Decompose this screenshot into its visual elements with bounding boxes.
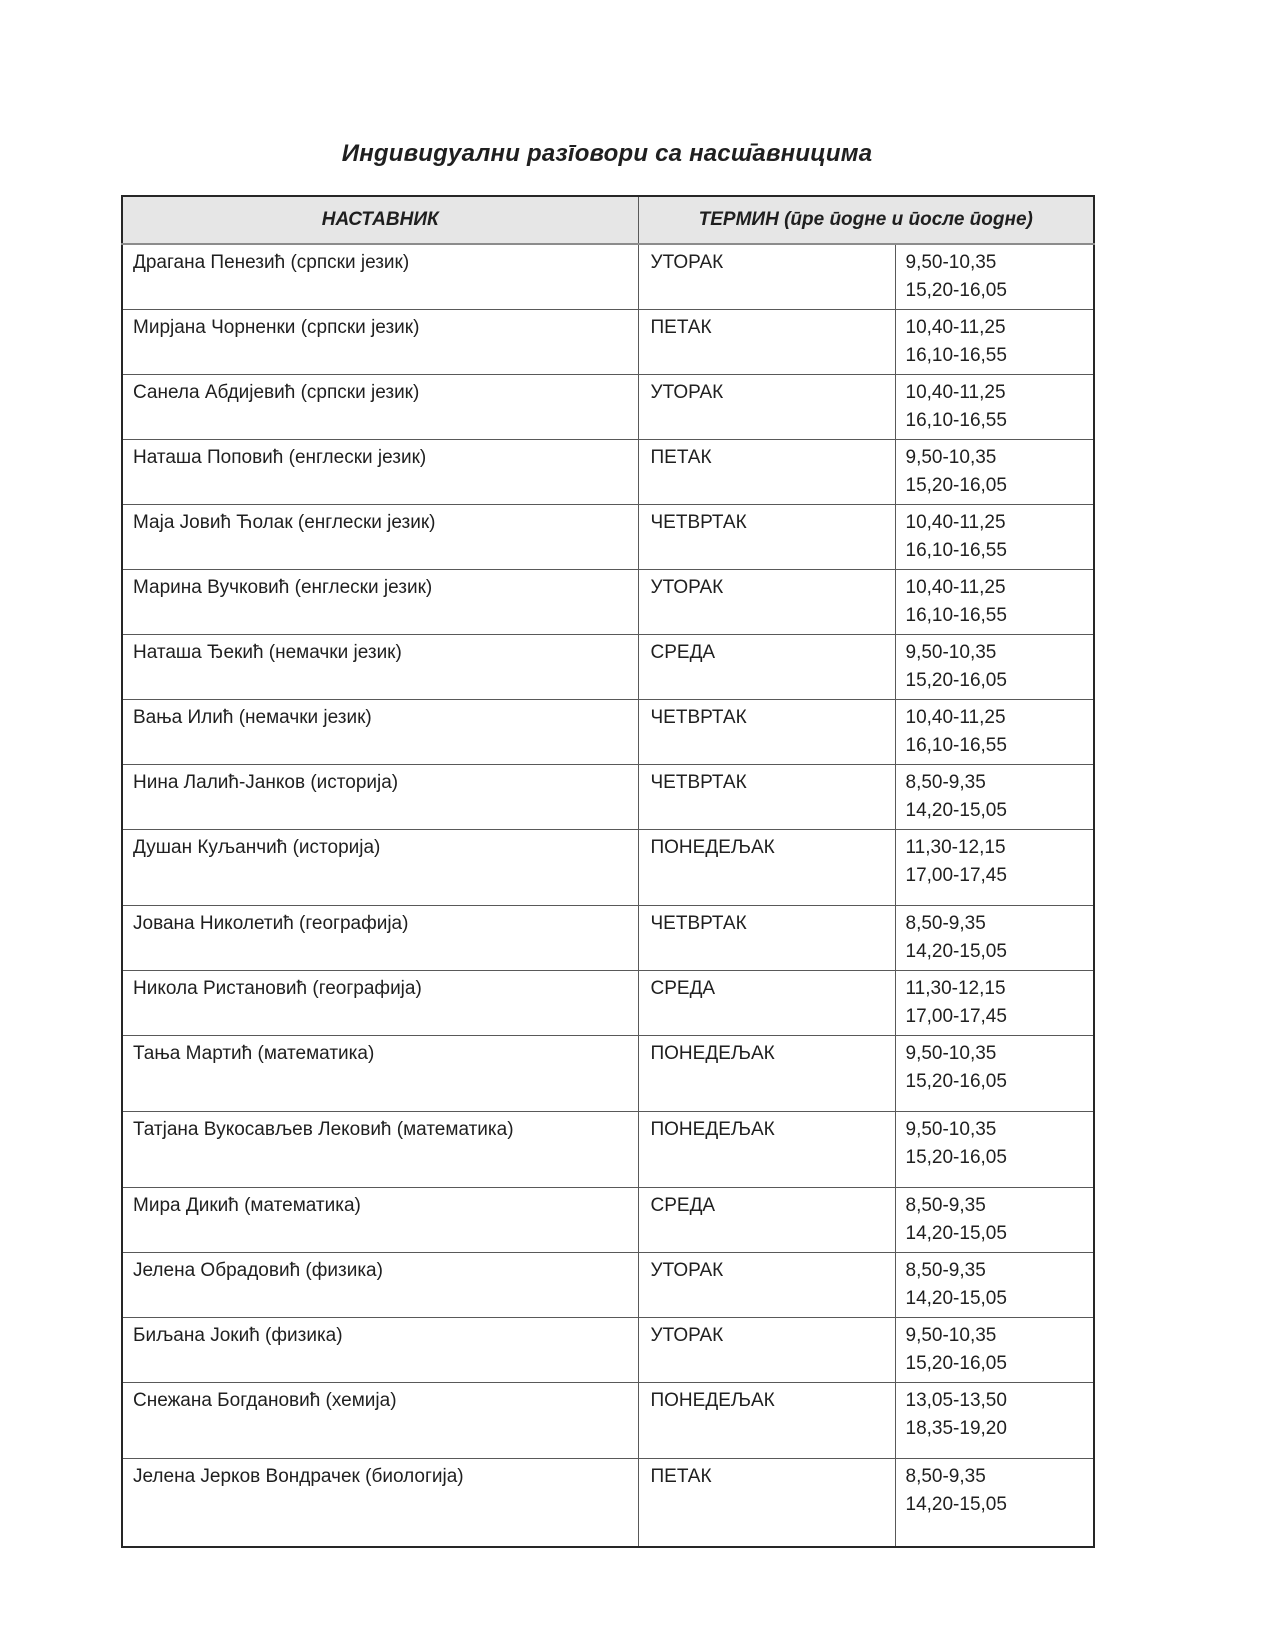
teacher-name: Марина Вучковић (енглески језик) <box>122 570 638 635</box>
teacher-name: Никола Ристановић (географија) <box>122 971 638 1036</box>
time-cell <box>895 1253 1094 1318</box>
day-cell: ЧЕТВРТАК <box>638 700 895 765</box>
time-cell <box>895 765 1094 830</box>
time-cell <box>895 244 1094 310</box>
time-morning: 8,50-9,35 <box>905 1466 986 1487</box>
teacher-name: Татјана Вукосављев Лековић (математика) <box>122 1112 638 1188</box>
day-cell: СРЕДА <box>638 971 895 1036</box>
teacher-name: Драгана Пенезић (српски језик) <box>122 244 638 310</box>
time-cell <box>895 1188 1094 1253</box>
table-row <box>122 635 1094 700</box>
time-afternoon: 15,20-16,05 <box>905 1147 1007 1168</box>
teacher-schedule-table <box>121 195 1095 1548</box>
time-afternoon: 17,00-17,45 <box>905 1006 1007 1027</box>
day-cell: СРЕДА <box>638 635 895 700</box>
day-cell: СРЕДА <box>638 1188 895 1253</box>
time-afternoon: 14,20-15,05 <box>905 800 1007 821</box>
teacher-name: Мира Дикић (математика) <box>122 1188 638 1253</box>
table-row <box>122 244 1094 310</box>
day-cell: ПОНЕДЕЉАК <box>638 1036 895 1112</box>
teacher-name: Биљана Јокић (физика) <box>122 1318 638 1383</box>
time-afternoon: 14,20-15,05 <box>905 1223 1007 1244</box>
header-term: ТЕРМИН (ӣре ӣодне и ӣосле ӣодне) <box>638 196 1094 244</box>
time-cell <box>895 570 1094 635</box>
teacher-name: Тања Мартић (математика) <box>122 1036 638 1112</box>
teacher-name: Душан Куљанчић (историја) <box>122 830 638 906</box>
time-afternoon: 14,20-15,05 <box>905 1494 1007 1515</box>
time-afternoon: 16,10-16,55 <box>905 605 1007 626</box>
teacher-name: Вања Илић (немачки језик) <box>122 700 638 765</box>
teacher-name: Јелена Обрадовић (физика) <box>122 1253 638 1318</box>
time-morning: 10,40-11,25 <box>905 707 1006 728</box>
table-row <box>122 1036 1094 1112</box>
day-cell: УТОРАК <box>638 1318 895 1383</box>
time-afternoon: 15,20-16,05 <box>905 280 1007 301</box>
time-morning: 10,40-11,25 <box>905 512 1006 533</box>
table-row <box>122 906 1094 971</box>
teacher-name: Наташа Ђекић (немачки језик) <box>122 635 638 700</box>
time-cell <box>895 906 1094 971</box>
time-cell <box>895 635 1094 700</box>
time-morning: 8,50-9,35 <box>905 772 986 793</box>
teacher-name: Маја Јовић Ћолак (енглески језик) <box>122 505 638 570</box>
time-afternoon: 14,20-15,05 <box>905 1288 1007 1309</box>
day-cell: ПОНЕДЕЉАК <box>638 830 895 906</box>
header-row <box>122 196 1094 244</box>
time-morning: 10,40-11,25 <box>905 577 1006 598</box>
table-row <box>122 1253 1094 1318</box>
day-cell: ЧЕТВРТАК <box>638 505 895 570</box>
header-teacher: НАСТАВНИК <box>122 196 638 244</box>
day-cell: ПОНЕДЕЉАК <box>638 1383 895 1459</box>
time-cell <box>895 1112 1094 1188</box>
time-afternoon: 16,10-16,55 <box>905 345 1007 366</box>
time-cell <box>895 505 1094 570</box>
time-morning: 11,30-12,15 <box>905 978 1006 999</box>
time-afternoon: 18,35-19,20 <box>905 1418 1007 1439</box>
table-row <box>122 765 1094 830</box>
time-afternoon: 16,10-16,55 <box>905 735 1007 756</box>
time-afternoon: 17,00-17,45 <box>905 865 1007 886</box>
teacher-name: Снежана Богдановић (хемија) <box>122 1383 638 1459</box>
time-morning: 8,50-9,35 <box>905 1260 986 1281</box>
time-morning: 8,50-9,35 <box>905 1195 986 1216</box>
time-cell <box>895 1459 1094 1547</box>
teacher-name: Санела Абдијевић (српски језик) <box>122 375 638 440</box>
time-morning: 10,40-11,25 <box>905 382 1006 403</box>
teacher-name: Наташа Поповић (енглески језик) <box>122 440 638 505</box>
time-cell <box>895 1036 1094 1112</box>
table-row <box>122 1459 1094 1547</box>
teacher-name: Нина Лалић-Јанков (историја) <box>122 765 638 830</box>
time-cell <box>895 971 1094 1036</box>
table-row <box>122 700 1094 765</box>
day-cell: УТОРАК <box>638 1253 895 1318</box>
time-morning: 9,50-10,35 <box>905 252 997 273</box>
table-row <box>122 570 1094 635</box>
time-morning: 9,50-10,35 <box>905 642 997 663</box>
day-cell: ЧЕТВРТАК <box>638 906 895 971</box>
time-afternoon: 14,20-15,05 <box>905 941 1007 962</box>
time-morning: 9,50-10,35 <box>905 1043 997 1064</box>
time-cell <box>895 830 1094 906</box>
table-row <box>122 505 1094 570</box>
table-row <box>122 1383 1094 1459</box>
table-row <box>122 310 1094 375</box>
day-cell: ПЕТАК <box>638 310 895 375</box>
time-afternoon: 15,20-16,05 <box>905 670 1007 691</box>
day-cell: ЧЕТВРТАК <box>638 765 895 830</box>
time-afternoon: 15,20-16,05 <box>905 1353 1007 1374</box>
time-morning: 11,30-12,15 <box>905 837 1006 858</box>
table-row <box>122 830 1094 906</box>
teacher-name: Јована Николетић (географија) <box>122 906 638 971</box>
time-cell <box>895 375 1094 440</box>
table-row <box>122 375 1094 440</box>
table-row <box>122 971 1094 1036</box>
time-afternoon: 16,10-16,55 <box>905 540 1007 561</box>
table-row <box>122 1318 1094 1383</box>
teacher-name: Јелена Јерков Вондрачек (биологија) <box>122 1459 638 1547</box>
day-cell: ПОНЕДЕЉАК <box>638 1112 895 1188</box>
day-cell: УТОРАК <box>638 375 895 440</box>
time-morning: 10,40-11,25 <box>905 317 1006 338</box>
time-afternoon: 15,20-16,05 <box>905 1071 1007 1092</box>
day-cell: ПЕТАК <box>638 440 895 505</box>
time-morning: 9,50-10,35 <box>905 1325 997 1346</box>
time-morning: 13,05-13,50 <box>905 1390 1007 1411</box>
time-afternoon: 16,10-16,55 <box>905 410 1007 431</box>
table-row <box>122 1112 1094 1188</box>
time-morning: 8,50-9,35 <box>905 913 986 934</box>
time-cell <box>895 1383 1094 1459</box>
time-morning: 9,50-10,35 <box>905 1119 997 1140</box>
table-row <box>122 440 1094 505</box>
day-cell: УТОРАК <box>638 244 895 310</box>
time-afternoon: 15,20-16,05 <box>905 475 1007 496</box>
time-cell <box>895 440 1094 505</box>
teacher-name: Мирјана Чорненки (српски језик) <box>122 310 638 375</box>
day-cell: УТОРАК <box>638 570 895 635</box>
page-title: Индивидуални разīовори са насш̄авницима <box>341 140 873 167</box>
day-cell: ПЕТАК <box>638 1459 895 1547</box>
time-cell <box>895 310 1094 375</box>
time-morning: 9,50-10,35 <box>905 447 997 468</box>
time-cell <box>895 700 1094 765</box>
time-cell <box>895 1318 1094 1383</box>
table-row <box>122 1188 1094 1253</box>
